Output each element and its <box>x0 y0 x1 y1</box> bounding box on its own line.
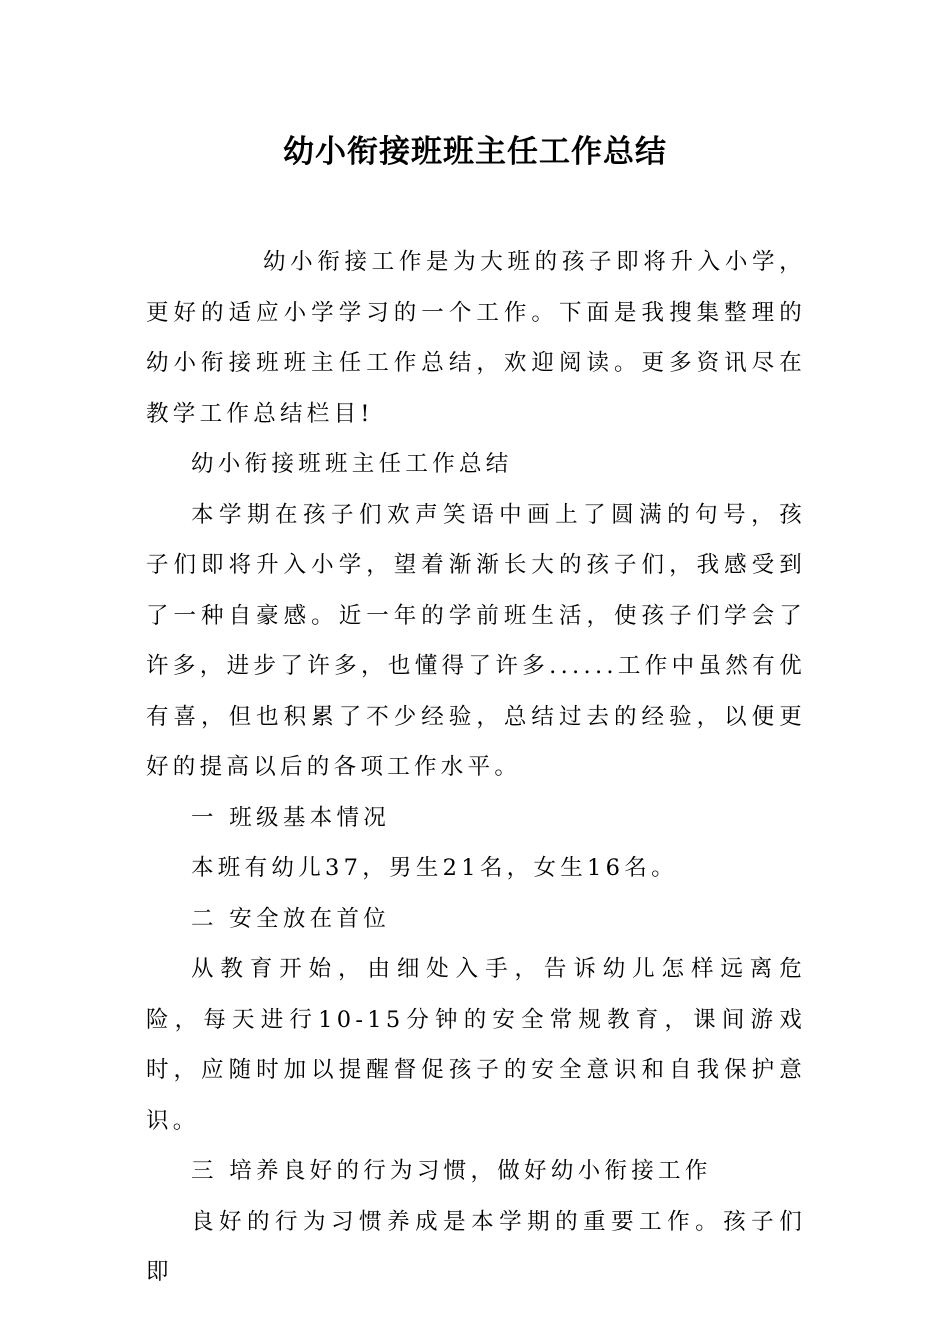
safety-paragraph: 从教育开始，由细处入手，告诉幼儿怎样远离危险，每天进行10-15分钟的安全常规教育，课间游戏时，应随时加以提醒督促孩子的安全意识和自我保护意识。 <box>146 956 806 1134</box>
class-info-paragraph: 本班有幼儿37，男生21名，女生16名。 <box>191 855 678 881</box>
document-title: 幼小衔接班班主任工作总结 <box>283 134 667 170</box>
section-heading-safety: 二 安全放在首位 <box>191 905 391 932</box>
document-body <box>146 237 806 1298</box>
section-heading-class-info: 一 班级基本情况 <box>191 804 391 831</box>
intro-paragraph: 幼小衔接工作是为大班的孩子即将升入小学，更好的适应小学学习的一个工作。下面是我搜集整理的幼小衔接班班主任工作总结，欢迎阅读。更多资讯尽在教学工作总结栏目! <box>146 249 806 427</box>
habits-paragraph: 良好的行为习惯养成是本学期的重要工作。孩子们即 <box>146 1208 806 1285</box>
section-heading-habits: 三 培养良好的行为习惯，做好幼小衔接工作 <box>191 1158 712 1184</box>
subtitle-paragraph: 幼小衔接班班主任工作总结 <box>191 451 513 477</box>
summary-paragraph: 本学期在孩子们欢声笑语中画上了圆满的句号，孩子们即将升入小学，望着渐渐长大的孩子们，我感受到了一种自豪感。近一年的学前班生活，使孩子们学会了许多，进步了许多，也懂得了许多......工作中虽然有优有喜，但也积累了不少经验，总结过去的经验，以便更好的提高以后的各项工作水平。 <box>146 501 806 780</box>
